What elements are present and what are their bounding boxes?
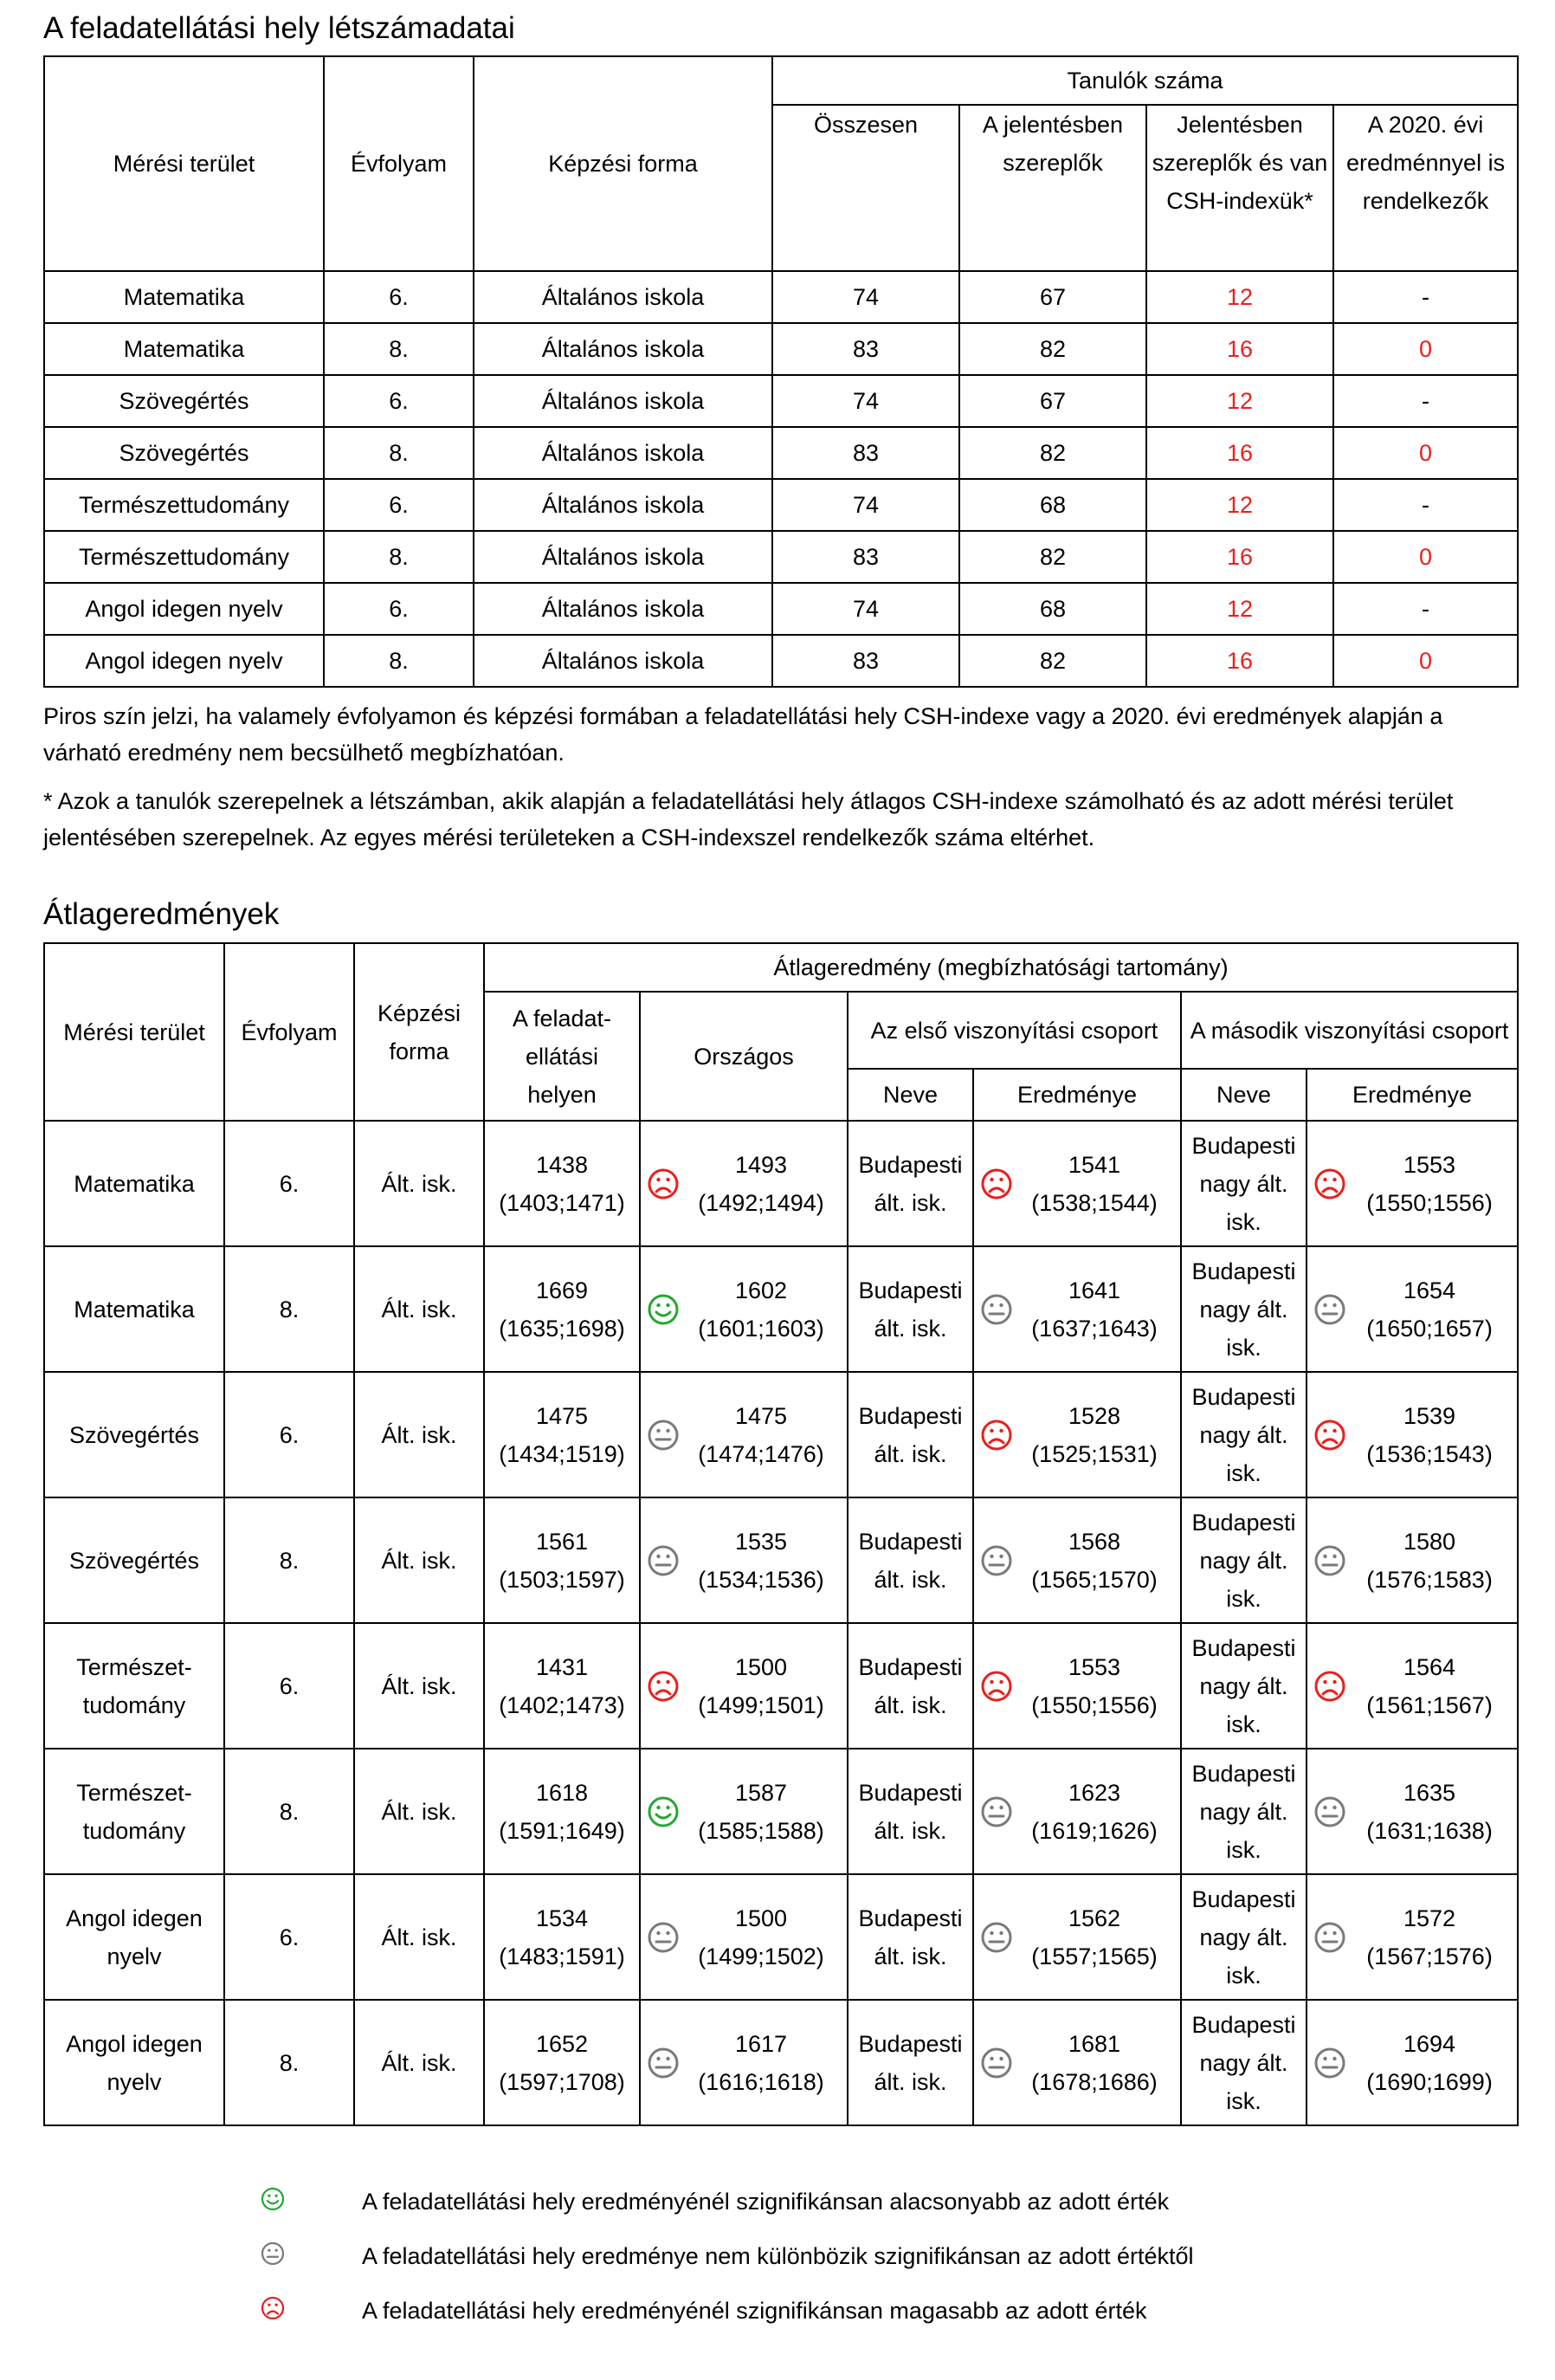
cell-national-result <box>640 1749 848 1874</box>
cell-grade: 8. <box>224 1497 354 1623</box>
value: 1617 <box>734 2030 788 2057</box>
averages-row <box>44 1623 1518 1749</box>
legend-text: A feladatellátási hely eredményénél szignifikánsan magasabb az adott érték <box>362 2298 1147 2324</box>
confidence-interval: (1561;1567) <box>1366 1691 1493 1718</box>
cell-total: 83 <box>772 531 959 583</box>
cell-in-report: 82 <box>959 323 1146 375</box>
avg-header-g1-result: Eredménye <box>973 1069 1181 1121</box>
neutral-face-icon <box>646 1920 681 1955</box>
cell-form: Általános iskola <box>474 635 772 687</box>
neutral-face-icon <box>1313 1920 1347 1955</box>
cell-form: Ált. isk. <box>354 1121 484 1246</box>
happy-face-icon <box>646 1795 681 1829</box>
cell-in-report: 68 <box>959 583 1146 635</box>
confidence-interval: (1499;1501) <box>698 1691 824 1718</box>
value: 1475 <box>535 1402 589 1429</box>
value: 1654 <box>1403 1277 1456 1303</box>
avg-header-first-group: Az első viszonyítási csoport <box>848 992 1181 1069</box>
confidence-interval: (1525;1531) <box>1031 1440 1158 1467</box>
avg-header-site: A feladat- ellátási helyen <box>484 992 640 1121</box>
cell-total: 83 <box>772 635 959 687</box>
confidence-interval: (1616;1618) <box>698 2068 824 2095</box>
confidence-interval: (1403;1471) <box>499 1189 625 1216</box>
value: 1669 <box>535 1277 589 1303</box>
avg-header-g2-result: Eredménye <box>1307 1069 1518 1121</box>
neutral-face-icon <box>979 1543 1014 1578</box>
cell-site-result <box>484 1497 640 1623</box>
cell-with-2020: 0 <box>1333 635 1518 687</box>
cell-g2-name: Budapesti nagy ált. isk. <box>1181 2000 1307 2125</box>
cell-form: Ált. isk. <box>354 1372 484 1497</box>
cell-form: Általános iskola <box>474 531 772 583</box>
cell-total: 74 <box>772 479 959 531</box>
cell-total: 83 <box>772 427 959 479</box>
confidence-interval: (1631;1638) <box>1366 1817 1493 1844</box>
legend-text: A feladatellátási hely eredményénél szignifikánsan alacsonyabb az adott érték <box>362 2189 1170 2215</box>
footnote: * Azok a tanulók szerepelnek a létszámban, akik alapján a feladatellátási hely átlagos CSH-indexe számolható és az adott mérési terület jelentésében szerepelnek. Az egyes mérési területeken a CSH-indexszel rendelkezők száma eltérhet. <box>43 788 1454 850</box>
cell-in-report: 68 <box>959 479 1146 531</box>
cell-site-result <box>484 1372 640 1497</box>
cell-form: Ált. isk. <box>354 1497 484 1623</box>
cell-in-report: 67 <box>959 375 1146 427</box>
value: 1438 <box>535 1151 589 1178</box>
neutral-face-icon <box>260 2241 286 2267</box>
header-in-report: A jelentésben szereplők <box>959 105 1146 271</box>
confidence-interval: (1550;1556) <box>1031 1691 1158 1718</box>
cell-with-2020: 0 <box>1333 427 1518 479</box>
cell-g2-name: Budapesti nagy ált. isk. <box>1181 1372 1307 1497</box>
value: 1587 <box>734 1779 788 1806</box>
cell-national-result <box>640 1874 848 2000</box>
cell-area: Szövegértés <box>44 427 324 479</box>
cell-form: Ált. isk. <box>354 1874 484 2000</box>
cell-g1-name: Budapesti ált. isk. <box>848 1372 973 1497</box>
enrollment-row <box>44 323 1518 375</box>
cell-g1-name: Budapesti ált. isk. <box>848 1121 973 1246</box>
neutral-face-icon <box>1313 1292 1347 1327</box>
confidence-interval: (1690;1699) <box>1366 2068 1493 2095</box>
cell-with-csh: 16 <box>1146 323 1333 375</box>
confidence-interval: (1585;1588) <box>698 1817 824 1844</box>
avg-header-g2-name: Neve <box>1181 1069 1307 1121</box>
header-with-csh: Jelentésben szereplők és van CSH-indexük* <box>1146 105 1333 271</box>
value: 1568 <box>1068 1528 1121 1555</box>
enrollment-row <box>44 375 1518 427</box>
cell-grade: 6. <box>224 1874 354 2000</box>
avg-header-main: Átlageredmény (megbízhatósági tartomány) <box>484 943 1518 992</box>
cell-form: Ált. isk. <box>354 1623 484 1749</box>
cell-with-csh: 12 <box>1146 375 1333 427</box>
cell-total: 74 <box>772 271 959 323</box>
value: 1618 <box>535 1779 589 1806</box>
cell-g2-name: Budapesti nagy ált. isk. <box>1181 1497 1307 1623</box>
cell-national-result <box>640 1246 848 1372</box>
cell-g1-name: Budapesti ált. isk. <box>848 1749 973 1874</box>
cell-total: 74 <box>772 375 959 427</box>
averages-row <box>44 1246 1518 1372</box>
value: 1475 <box>734 1402 788 1429</box>
happy-face-icon <box>260 2186 286 2212</box>
cell-grade: 8. <box>324 531 474 583</box>
value: 1541 <box>1068 1151 1121 1178</box>
neutral-face-icon <box>646 1543 681 1578</box>
averages-row <box>44 1121 1518 1246</box>
cell-grade: 6. <box>224 1623 354 1749</box>
cell-area: Természet- tudomány <box>44 1749 224 1874</box>
staff-section-title: A feladatellátási hely létszámadatai <box>43 11 515 45</box>
cell-area: Matematika <box>44 323 324 375</box>
header-with-2020: A 2020. évi eredménnyel is rendelkezők <box>1333 105 1518 271</box>
cell-area: Matematika <box>44 1246 224 1372</box>
averages-row <box>44 1749 1518 1874</box>
cell-in-report: 67 <box>959 271 1146 323</box>
cell-g2-result <box>1307 1749 1518 1874</box>
confidence-interval: (1650;1657) <box>1366 1315 1493 1342</box>
avg-header-national: Országos <box>640 992 848 1121</box>
header-students: Tanulók száma <box>772 56 1518 105</box>
cell-with-2020: 0 <box>1333 531 1518 583</box>
cell-area: Angol idegen nyelv <box>44 583 324 635</box>
confidence-interval: (1601;1603) <box>698 1315 824 1342</box>
value: 1641 <box>1068 1277 1121 1303</box>
cell-grade: 6. <box>324 479 474 531</box>
sad-face-icon <box>260 2295 286 2321</box>
red-color-note: Piros szín jelzi, ha valamely évfolyamon és képzési formában a feladatellátási hely CSH-indexe vagy a 2020. évi eredmények alapján a várható eredmény nem becsülhető megbízhatóan. <box>43 703 1443 766</box>
cell-form: Általános iskola <box>474 375 772 427</box>
cell-site-result <box>484 1874 640 2000</box>
cell-area: Angol idegen nyelv <box>44 1874 224 2000</box>
cell-grade: 6. <box>224 1372 354 1497</box>
cell-g1-name: Budapesti ált. isk. <box>848 1874 973 2000</box>
cell-g2-name: Budapesti nagy ált. isk. <box>1181 1246 1307 1372</box>
cell-grade: 8. <box>224 1749 354 1874</box>
value: 1528 <box>1068 1402 1121 1429</box>
value: 1431 <box>535 1653 589 1680</box>
cell-in-report: 82 <box>959 427 1146 479</box>
cell-site-result <box>484 1246 640 1372</box>
header-grade: Évfolyam <box>324 56 474 271</box>
cell-grade: 8. <box>224 2000 354 2125</box>
cell-g1-result <box>973 2000 1181 2125</box>
confidence-interval: (1635;1698) <box>499 1315 625 1342</box>
value: 1602 <box>734 1277 788 1303</box>
legend-text: A feladatellátási hely eredménye nem különbözik szignifikánsan az adott értéktől <box>362 2243 1194 2269</box>
confidence-interval: (1534;1536) <box>698 1566 824 1593</box>
cell-total: 83 <box>772 323 959 375</box>
cell-with-csh: 16 <box>1146 427 1333 479</box>
sad-face-icon <box>979 1669 1014 1704</box>
cell-g1-result <box>973 1246 1181 1372</box>
cell-in-report: 82 <box>959 635 1146 687</box>
averages-row <box>44 1497 1518 1623</box>
cell-national-result <box>640 1497 848 1623</box>
cell-g1-result <box>973 1749 1181 1874</box>
confidence-interval: (1565;1570) <box>1031 1566 1158 1593</box>
value: 1535 <box>734 1528 788 1555</box>
cell-grade: 6. <box>224 1121 354 1246</box>
sad-face-icon <box>646 1669 681 1704</box>
enrollment-row <box>44 271 1518 323</box>
confidence-interval: (1503;1597) <box>499 1566 625 1593</box>
value: 1493 <box>734 1151 788 1178</box>
cell-g2-name: Budapesti nagy ált. isk. <box>1181 1121 1307 1246</box>
cell-grade: 8. <box>324 427 474 479</box>
sad-face-icon <box>979 1418 1014 1452</box>
cell-with-csh: 16 <box>1146 635 1333 687</box>
cell-national-result <box>640 1623 848 1749</box>
avg-header-area: Mérési terület <box>44 943 224 1121</box>
averages-table <box>43 942 1519 2126</box>
enrollment-row <box>44 531 1518 583</box>
value: 1553 <box>1403 1151 1456 1178</box>
enrollment-row <box>44 427 1518 479</box>
happy-face-icon <box>646 1292 681 1327</box>
confidence-interval: (1538;1544) <box>1031 1189 1158 1216</box>
neutral-face-icon <box>646 2046 681 2080</box>
avg-header-second-group: A második viszonyítási csoport <box>1181 992 1518 1069</box>
cell-with-2020: - <box>1333 583 1518 635</box>
confidence-interval: (1591;1649) <box>499 1817 625 1844</box>
value: 1652 <box>535 2030 589 2057</box>
value: 1539 <box>1403 1402 1456 1429</box>
cell-grade: 6. <box>324 583 474 635</box>
cell-grade: 8. <box>224 1246 354 1372</box>
value: 1564 <box>1403 1653 1456 1680</box>
averages-row <box>44 2000 1518 2125</box>
sad-face-icon <box>1313 1167 1347 1201</box>
value: 1500 <box>734 1653 788 1680</box>
cell-g2-result <box>1307 1121 1518 1246</box>
cell-site-result <box>484 1749 640 1874</box>
value: 1500 <box>734 1905 788 1931</box>
cell-form: Általános iskola <box>474 427 772 479</box>
value: 1553 <box>1068 1653 1121 1680</box>
confidence-interval: (1434;1519) <box>499 1440 625 1467</box>
value: 1635 <box>1403 1779 1456 1806</box>
cell-area: Természettudomány <box>44 531 324 583</box>
confidence-interval: (1492;1494) <box>698 1189 824 1216</box>
avg-header-form: Képzési forma <box>354 943 484 1121</box>
cell-area: Szövegértés <box>44 1372 224 1497</box>
cell-area: Természet- tudomány <box>44 1623 224 1749</box>
cell-g2-result <box>1307 1497 1518 1623</box>
confidence-interval: (1637;1643) <box>1031 1315 1158 1342</box>
cell-with-csh: 12 <box>1146 479 1333 531</box>
cell-g2-name: Budapesti nagy ált. isk. <box>1181 1874 1307 2000</box>
neutral-face-icon <box>1313 1543 1347 1578</box>
cell-form: Általános iskola <box>474 583 772 635</box>
cell-g2-result <box>1307 1372 1518 1497</box>
neutral-face-icon <box>979 1795 1014 1829</box>
cell-g1-name: Budapesti ált. isk. <box>848 1623 973 1749</box>
confidence-interval: (1402;1473) <box>499 1691 625 1718</box>
sad-face-icon <box>979 1167 1014 1201</box>
neutral-face-icon <box>1313 1795 1347 1829</box>
header-area: Mérési terület <box>44 56 324 271</box>
cell-g1-result <box>973 1623 1181 1749</box>
cell-with-csh: 16 <box>1146 531 1333 583</box>
value: 1623 <box>1068 1779 1121 1806</box>
cell-form: Általános iskola <box>474 271 772 323</box>
cell-area: Szövegértés <box>44 1497 224 1623</box>
cell-g1-result <box>973 1121 1181 1246</box>
confidence-interval: (1483;1591) <box>499 1943 625 1969</box>
cell-with-2020: - <box>1333 271 1518 323</box>
value: 1561 <box>535 1528 589 1555</box>
cell-grade: 6. <box>324 271 474 323</box>
cell-g1-result <box>973 1372 1181 1497</box>
cell-g2-result <box>1307 1623 1518 1749</box>
cell-form: Ált. isk. <box>354 2000 484 2125</box>
value: 1572 <box>1403 1905 1456 1931</box>
cell-area: Matematika <box>44 1121 224 1246</box>
cell-national-result <box>640 1121 848 1246</box>
cell-g1-name: Budapesti ált. isk. <box>848 1497 973 1623</box>
cell-area: Természettudomány <box>44 479 324 531</box>
confidence-interval: (1576;1583) <box>1366 1566 1493 1593</box>
cell-grade: 6. <box>324 375 474 427</box>
confidence-interval: (1567;1576) <box>1366 1943 1493 1969</box>
cell-national-result <box>640 1372 848 1497</box>
enrollment-row <box>44 583 1518 635</box>
cell-form: Általános iskola <box>474 479 772 531</box>
neutral-face-icon <box>1313 2046 1347 2080</box>
cell-with-2020: - <box>1333 375 1518 427</box>
cell-with-csh: 12 <box>1146 271 1333 323</box>
avg-header-grade: Évfolyam <box>224 943 354 1121</box>
neutral-face-icon <box>979 2046 1014 2080</box>
averages-section-title: Átlageredmények <box>43 897 280 931</box>
cell-with-2020: 0 <box>1333 323 1518 375</box>
cell-g1-result <box>973 1874 1181 2000</box>
confidence-interval: (1499;1502) <box>698 1943 824 1969</box>
neutral-face-icon <box>979 1292 1014 1327</box>
cell-national-result <box>640 2000 848 2125</box>
cell-g1-name: Budapesti ált. isk. <box>848 1246 973 1372</box>
cell-area: Angol idegen nyelv <box>44 635 324 687</box>
neutral-face-icon <box>646 1418 681 1452</box>
cell-g2-result <box>1307 2000 1518 2125</box>
value: 1534 <box>535 1905 589 1931</box>
enrollment-table <box>43 55 1519 688</box>
averages-row <box>44 1874 1518 2000</box>
cell-area: Szövegértés <box>44 375 324 427</box>
avg-header-g1-name: Neve <box>848 1069 973 1121</box>
enrollment-row <box>44 479 1518 531</box>
cell-form: Ált. isk. <box>354 1749 484 1874</box>
value: 1562 <box>1068 1905 1121 1931</box>
confidence-interval: (1597;1708) <box>499 2068 625 2095</box>
header-form: Képzési forma <box>474 56 772 271</box>
confidence-interval: (1619;1626) <box>1031 1817 1158 1844</box>
confidence-interval: (1678;1686) <box>1031 2068 1158 2095</box>
cell-in-report: 82 <box>959 531 1146 583</box>
cell-site-result <box>484 1121 640 1246</box>
value: 1681 <box>1068 2030 1121 2057</box>
cell-g1-name: Budapesti ált. isk. <box>848 2000 973 2125</box>
cell-grade: 8. <box>324 635 474 687</box>
cell-g2-result <box>1307 1246 1518 1372</box>
confidence-interval: (1557;1565) <box>1031 1943 1158 1969</box>
averages-row <box>44 1372 1518 1497</box>
cell-total: 74 <box>772 583 959 635</box>
confidence-interval: (1536;1543) <box>1366 1440 1493 1467</box>
cell-area: Angol idegen nyelv <box>44 2000 224 2125</box>
enrollment-row <box>44 635 1518 687</box>
sad-face-icon <box>1313 1418 1347 1452</box>
cell-grade: 8. <box>324 323 474 375</box>
cell-g2-name: Budapesti nagy ált. isk. <box>1181 1623 1307 1749</box>
value: 1580 <box>1403 1528 1456 1555</box>
header-total: Összesen <box>772 105 959 271</box>
confidence-interval: (1474;1476) <box>698 1440 824 1467</box>
cell-g2-name: Budapesti nagy ált. isk. <box>1181 1749 1307 1874</box>
confidence-interval: (1550;1556) <box>1366 1189 1493 1216</box>
cell-area: Matematika <box>44 271 324 323</box>
cell-form: Általános iskola <box>474 323 772 375</box>
neutral-face-icon <box>979 1920 1014 1955</box>
cell-with-2020: - <box>1333 479 1518 531</box>
cell-g2-result <box>1307 1874 1518 2000</box>
sad-face-icon <box>646 1167 681 1201</box>
sad-face-icon <box>1313 1669 1347 1704</box>
cell-form: Ált. isk. <box>354 1246 484 1372</box>
cell-g1-result <box>973 1497 1181 1623</box>
cell-site-result <box>484 2000 640 2125</box>
cell-with-csh: 12 <box>1146 583 1333 635</box>
cell-site-result <box>484 1623 640 1749</box>
value: 1694 <box>1403 2030 1456 2057</box>
